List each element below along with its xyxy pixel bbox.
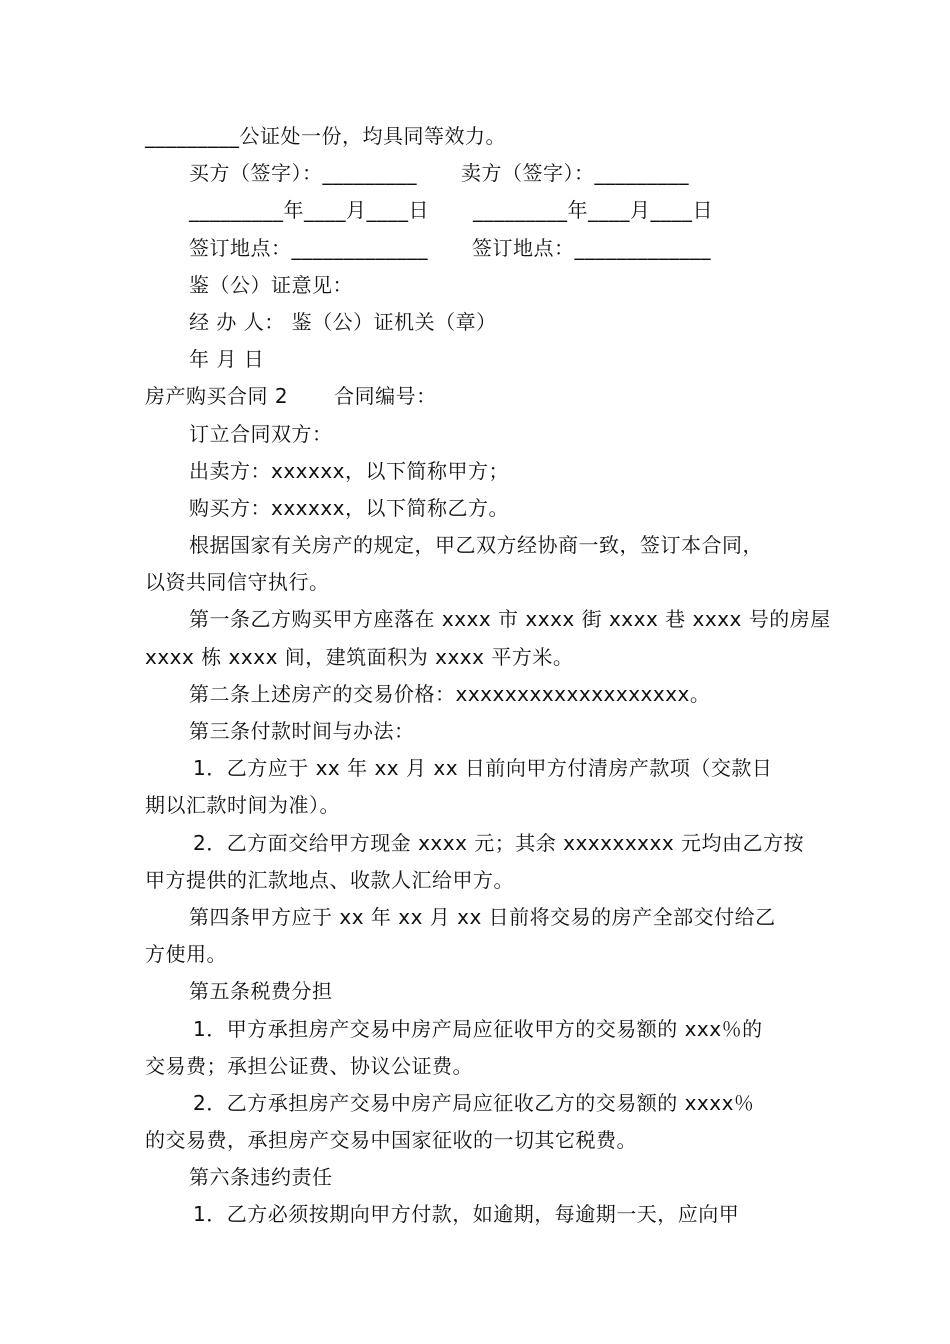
text-line: xxxx 栋 xxxx 间，建筑面积为 xxxx 平方米。 bbox=[145, 644, 574, 669]
text-line: 1．乙方必须按期向甲方付款，如逾期，每逾期一天，应向甲 bbox=[193, 1202, 740, 1227]
text-line: 期以汇款时间为准）。 bbox=[145, 793, 340, 818]
text-line: 出卖方：xxxxxx，以下简称甲方； bbox=[189, 458, 510, 483]
text-line: 方使用。 bbox=[145, 942, 227, 967]
buyer-date: _________年____月____日 bbox=[189, 198, 429, 223]
text-line: 以资共同信守执行。 bbox=[145, 570, 330, 595]
text-line: 第三条付款时间与办法： bbox=[189, 719, 415, 743]
text-line: 第一条乙方购买甲方座落在 xxxx 市 xxxx 街 xxxx 巷 xxxx 号的房屋 bbox=[189, 607, 831, 632]
text-line: 2．乙方面交给甲方现金 xxxx 元；其余 xxxxxxxxx 元均由乙方按 bbox=[193, 830, 805, 855]
text-line: 根据国家有关房产的规定，甲乙双方经协商一致，签订本合同， bbox=[189, 533, 763, 558]
seller-date: _________年____月____日 bbox=[473, 198, 713, 223]
text-line: 甲方提供的汇款地点、收款人汇给甲方。 bbox=[145, 867, 514, 892]
seller-signature: 卖方（签字）：_________ bbox=[461, 161, 689, 186]
contract-number-label: 合同编号： bbox=[334, 384, 437, 409]
seller-place: 签订地点：_____________ bbox=[472, 235, 711, 260]
buyer-place: 签订地点：_____________ bbox=[189, 235, 428, 260]
text-line: 经 办 人： 鉴（公）证机关（章） bbox=[189, 309, 497, 334]
text-line: 2．乙方承担房产交易中房产局应征收乙方的交易额的 xxxx％ bbox=[193, 1090, 755, 1115]
text-line: 年 月 日 bbox=[189, 347, 265, 372]
signature-row bbox=[145, 155, 810, 192]
text-line: 的交易费，承担房产交易中国家征收的一切其它税费。 bbox=[145, 1128, 637, 1153]
text-line: 第六条违约责任 bbox=[189, 1165, 333, 1190]
text-line: _________公证处一份，均具同等效力。 bbox=[145, 124, 506, 148]
text-line: 订立合同双方： bbox=[189, 421, 333, 446]
text-line: 第二条上述房产的交易价格：xxxxxxxxxxxxxxxxxxx。 bbox=[189, 681, 711, 706]
text-line: 鉴（公）证意见： bbox=[189, 272, 353, 297]
text-line: 第四条甲方应于 xx 年 xx 月 xx 日前将交易的房产全部交付给乙 bbox=[189, 904, 776, 929]
place-row bbox=[145, 230, 810, 267]
text-line: 1．甲方承担房产交易中房产局应征收甲方的交易额的 xxx％的 bbox=[193, 1016, 763, 1041]
text-line: 1．乙方应于 xx 年 xx 月 xx 日前向甲方付清房产款项（交款日 bbox=[193, 756, 773, 781]
contract-title-row bbox=[145, 378, 810, 415]
text-line: 购买方：xxxxxx，以下简称乙方。 bbox=[189, 495, 510, 520]
buyer-signature: 买方（签字）：_________ bbox=[189, 161, 417, 186]
document-body bbox=[145, 118, 831, 1234]
text-line: 交易费；承担公证费、协议公证费。 bbox=[145, 1053, 473, 1078]
text-line: 第五条税费分担 bbox=[189, 979, 333, 1004]
contract-title: 房产购买合同 2 bbox=[145, 384, 289, 409]
date-row bbox=[145, 192, 810, 229]
